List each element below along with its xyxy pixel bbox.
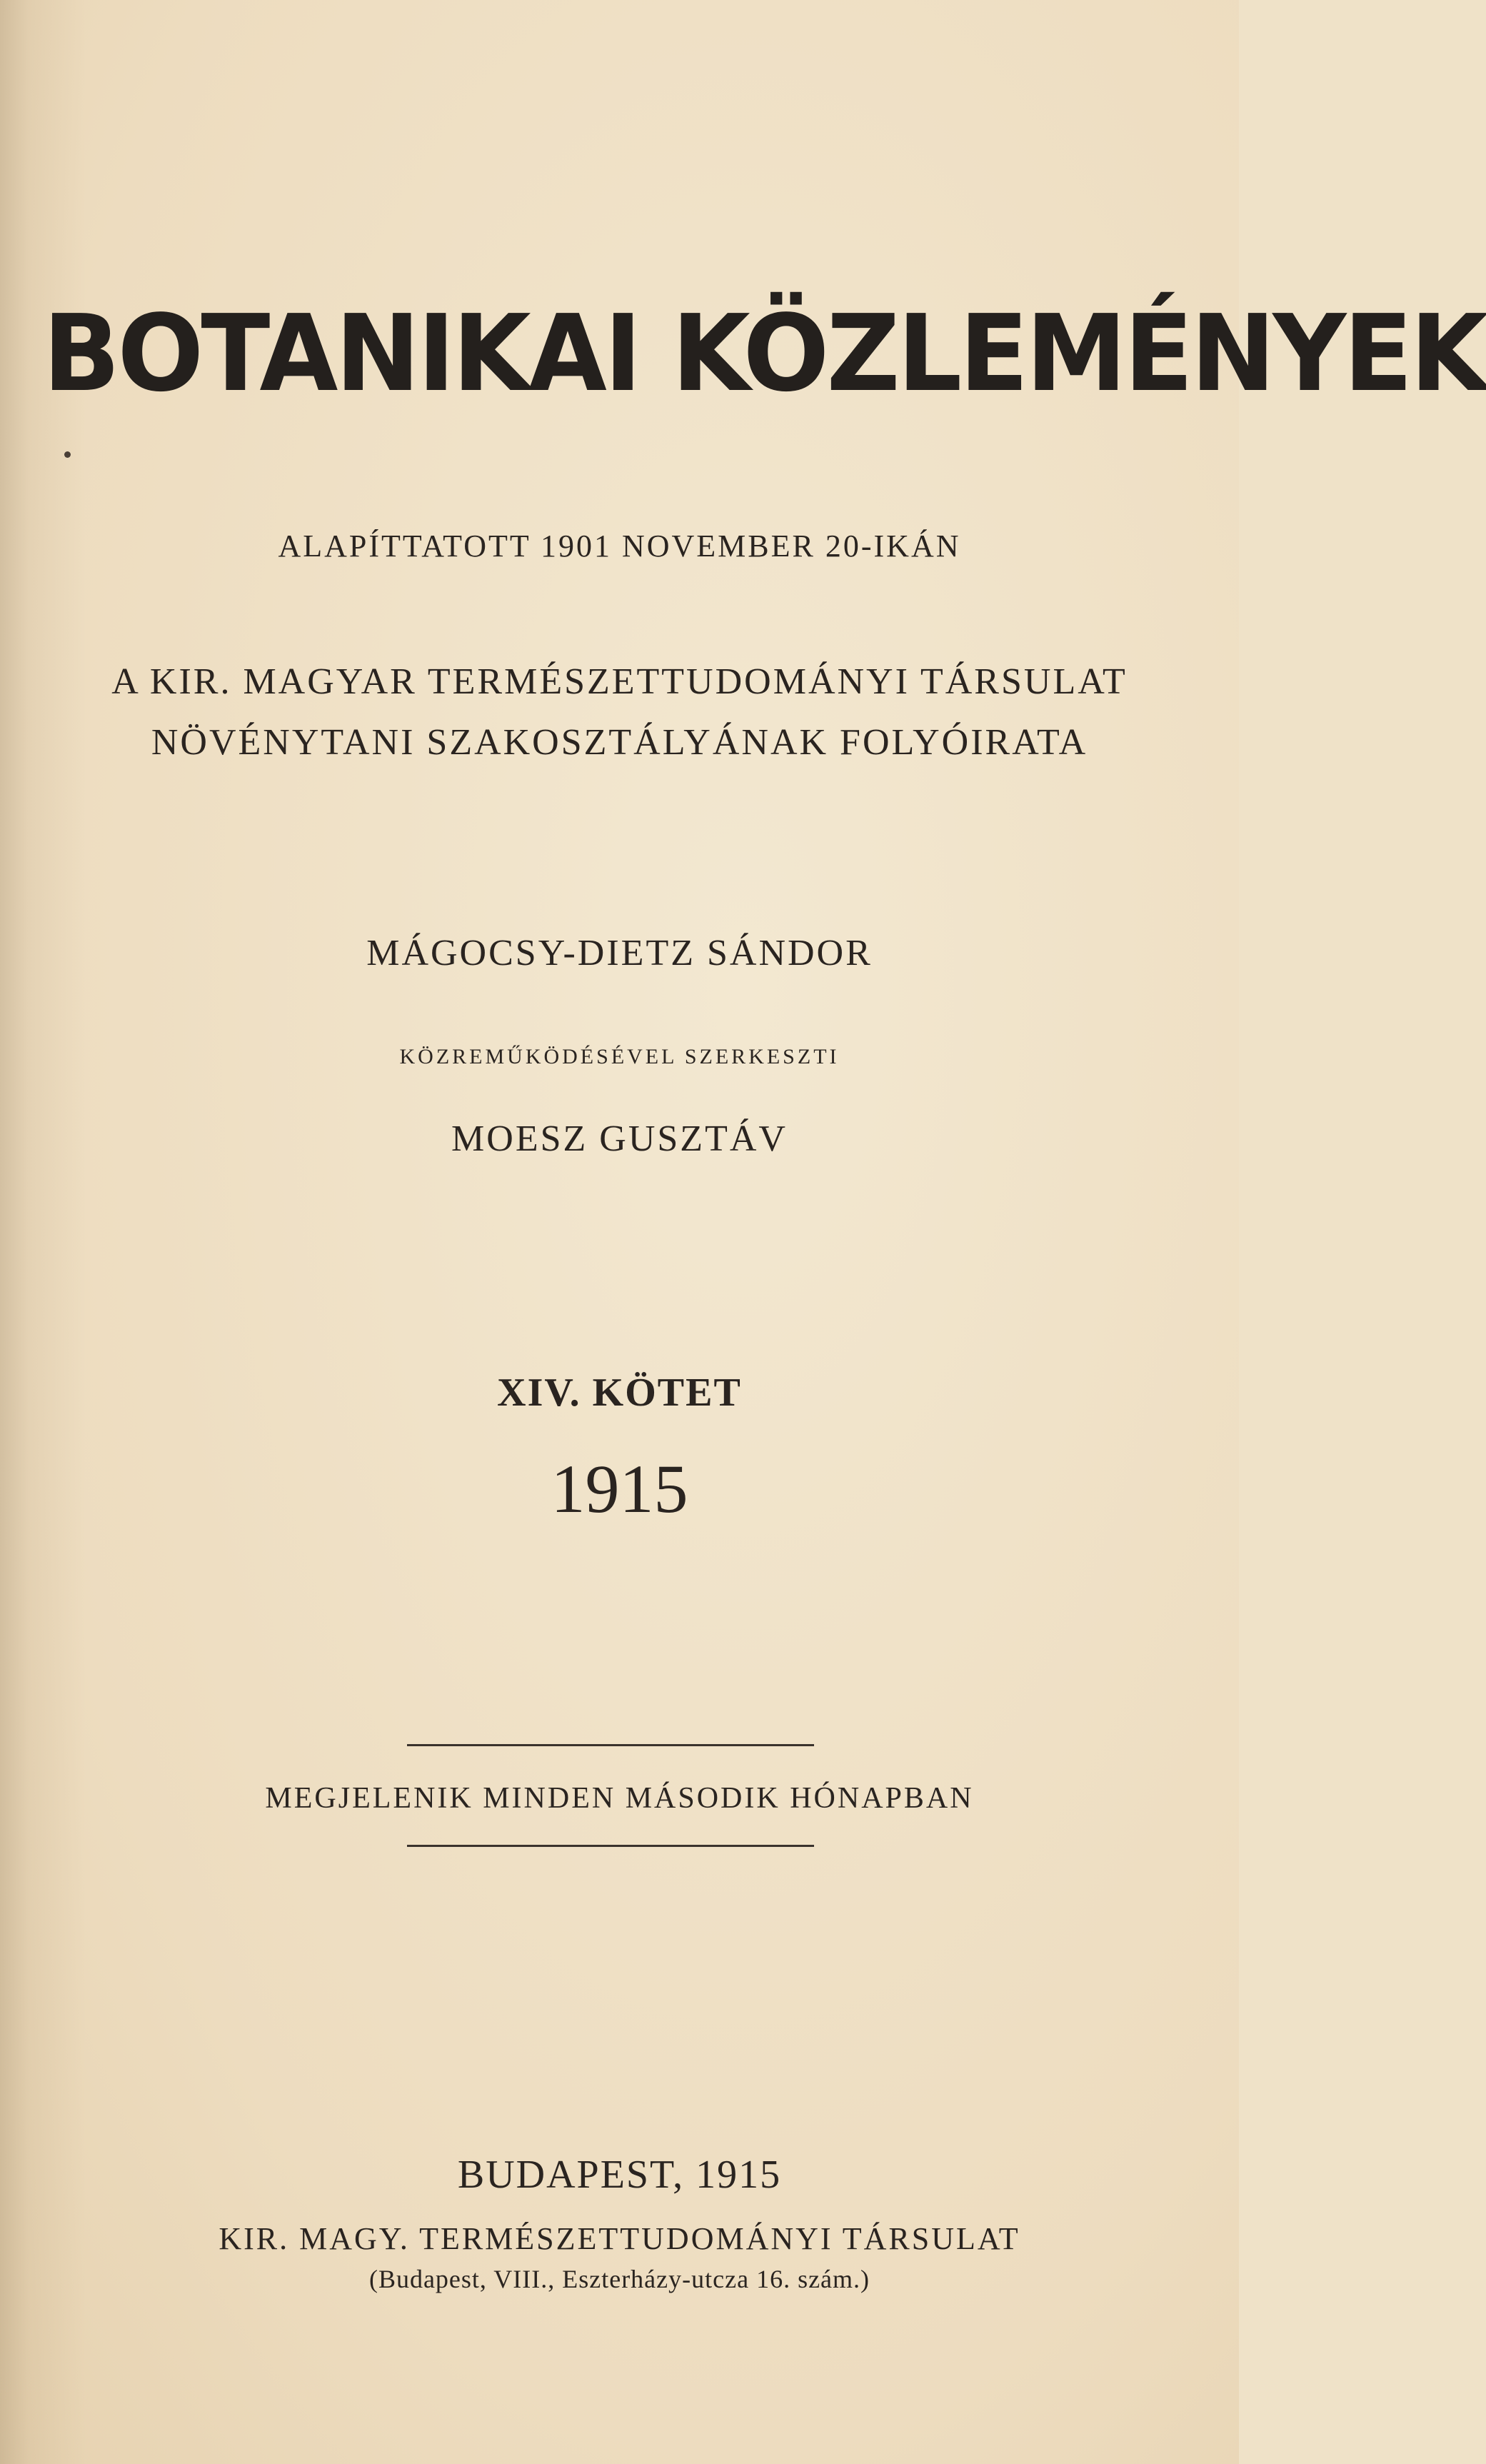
founding-date: ALAPÍTTATOTT 1901 NOVEMBER 20-IKÁN	[278, 529, 961, 564]
journal-title: BOTANIKAI KÖZLEMÉNYEK	[43, 292, 1486, 415]
society-line-2: NÖVÉNYTANI SZAKOSZTÁLYÁNAK FOLYÓIRATA	[151, 722, 1088, 763]
imprint-address: (Budapest, VIII., Eszterházy-utcza 16. szám.)	[368, 2265, 870, 2293]
ink-speck	[64, 451, 71, 458]
editor-name: MOESZ GUSZTÁV	[451, 1118, 788, 1159]
publication-frequency: MEGJELENIK MINDEN MÁSODIK HÓNAPBAN	[265, 1782, 974, 1815]
divider-bottom	[407, 1845, 814, 1847]
volume-label: XIV. KÖTET	[497, 1371, 742, 1415]
volume-year: 1915	[551, 1451, 688, 1527]
collaborator-name: MÁGOCSY-DIETZ SÁNDOR	[366, 933, 873, 973]
collaboration-note: KÖZREMŰKÖDÉSÉVEL SZERKESZTI	[399, 1045, 840, 1068]
imprint-city-year: BUDAPEST, 1915	[457, 2153, 782, 2197]
imprint-publisher: KIR. MAGY. TERMÉSZETTUDOMÁNYI TÁRSULAT	[219, 2221, 1020, 2256]
society-line-1: A KIR. MAGYAR TERMÉSZETTUDOMÁNYI TÁRSULAT	[111, 661, 1128, 702]
divider-top	[407, 1744, 814, 1746]
